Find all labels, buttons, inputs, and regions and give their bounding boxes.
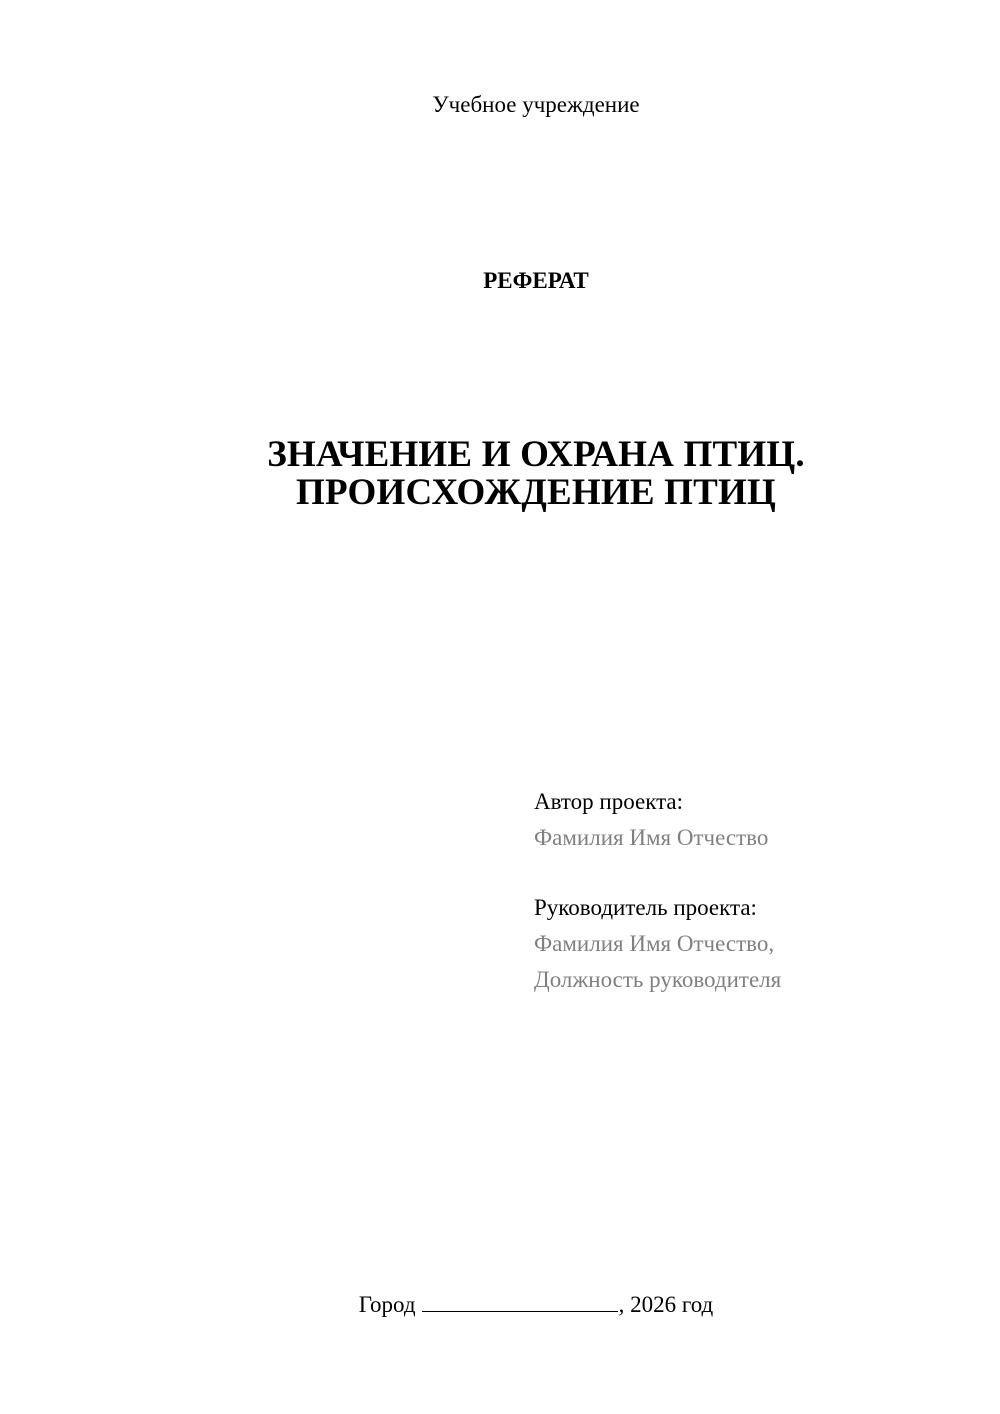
- document-title-line-1: ЗНАЧЕНИЕ И ОХРАНА ПТИЦ.: [267, 434, 805, 475]
- document-type: РЕФЕРАТ: [483, 268, 589, 293]
- document-title-line-2: ПРОИСХОЖДЕНИЕ ПТИЦ: [295, 472, 776, 513]
- supervisor-position: Должность руководителя: [534, 967, 782, 992]
- year-text: , 2026 год: [618, 1292, 714, 1317]
- supervisor-label: Руководитель проекта:: [534, 895, 757, 920]
- city-blank-line: [422, 1289, 618, 1312]
- supervisor-name: Фамилия Имя Отчество,: [534, 931, 775, 956]
- city-label: Город: [358, 1292, 416, 1317]
- document-title: [0, 436, 1000, 512]
- author-label: Автор проекта:: [534, 789, 683, 814]
- author-block: [534, 784, 974, 856]
- author-name: Фамилия Имя Отчество: [534, 825, 769, 850]
- institution-name: Учебное учреждение: [432, 92, 640, 117]
- footer-city-year: [0, 1288, 1000, 1322]
- supervisor-block: [534, 890, 974, 998]
